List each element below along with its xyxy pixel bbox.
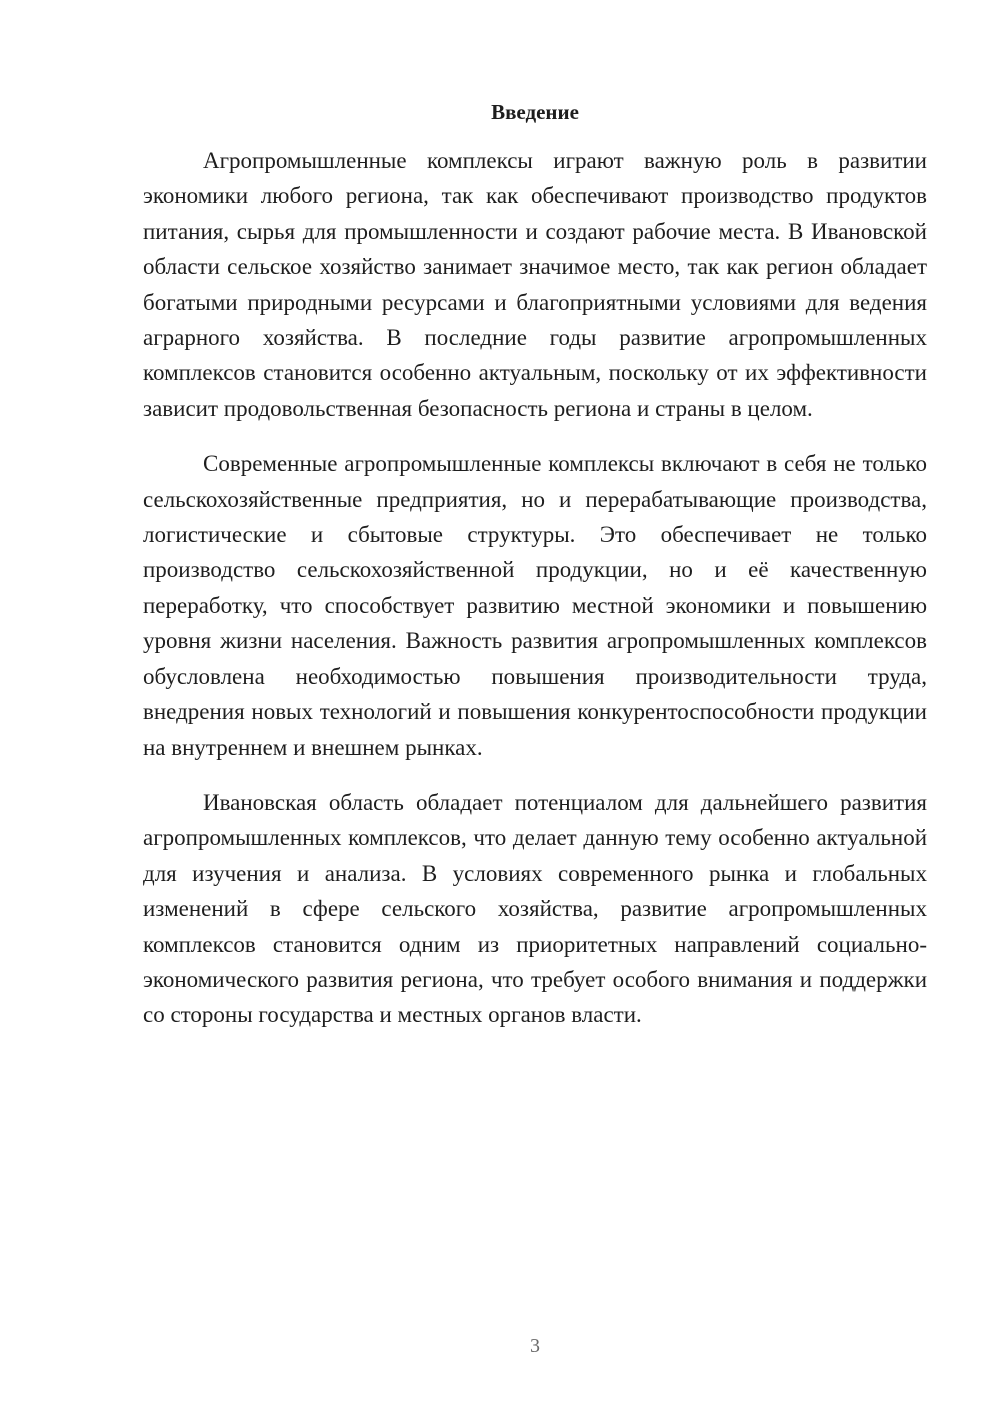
body-text	[143, 143, 927, 1053]
paragraph-3: Ивановская область обладает потенциалом для дальнейшего развития агропромышленных комплексов, что делает данную тему особенно актуальной для изучения и анализа. В условиях современного рынка и глобальных изменений в сфере сельского хозяйства, развитие агропромышленных комплексов становится одним из приоритетных направлений социально-экономического развития региона, что требует особого внимания и поддержки со стороны государства и местных органов власти.	[143, 789, 927, 1028]
paragraph-1: Агропромышленные комплексы играют важную роль в развитии экономики любого региона, так как обеспечивают производство продуктов питания, сырья для промышленности и создают рабочие места. В Ивановской области сельское хозяйство занимает значимое место, так как регион обладает богатыми природными ресурсами и благоприятными условиями для ведения аграрного хозяйства. В последние годы развитие агропромышленных комплексов становится особенно актуальным, поскольку от их эффективности зависит продовольственная безопасность региона и страны в целом.	[143, 148, 927, 421]
paragraph-2: Современные агропромышленные комплексы включают в себя не только сельскохозяйственные предприятия, но и перерабатывающие производства, логистические и сбытовые структуры. Это обеспечивает не только производство сельскохозяйственной продукции, но и её качественную переработку, что способствует развитию местной экономики и повышению уровня жизни населения. Важность развития агропромышленных комплексов обусловлена необходимостью повышения производительности труда, внедрения новых технологий и повышения конкурентоспособности продукции на внутреннем и внешнем рынках.	[143, 451, 927, 760]
section-heading: Введение	[491, 100, 579, 124]
page-number: 3	[530, 1335, 540, 1357]
